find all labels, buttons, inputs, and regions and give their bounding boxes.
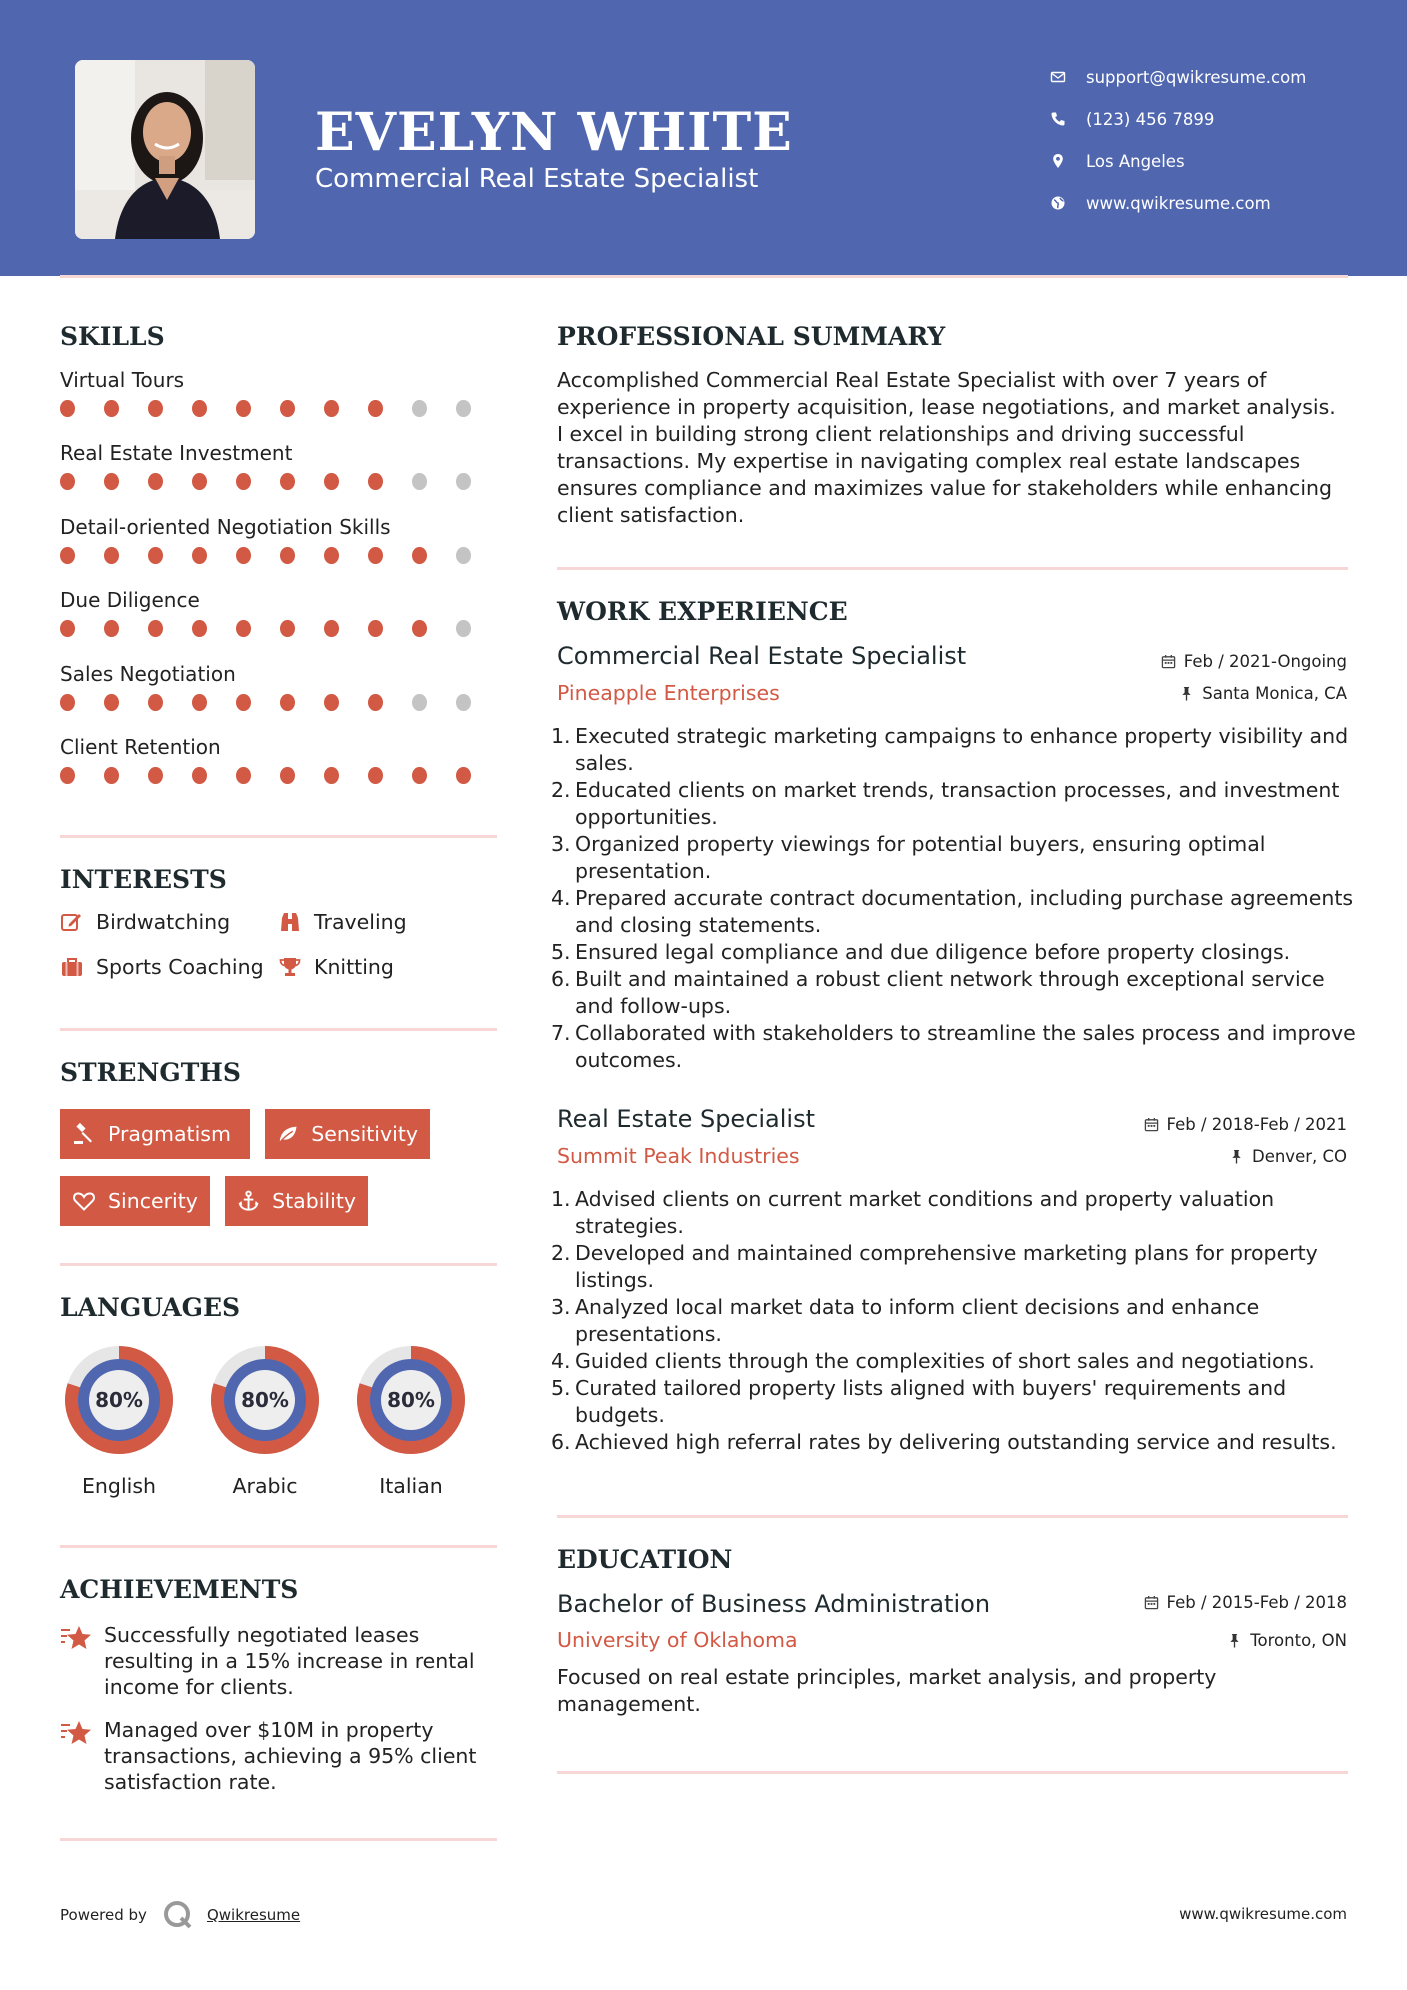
rating-dot-filled bbox=[368, 767, 383, 784]
bullet-text: Guided clients through the complexities of short sales and negotiations. bbox=[575, 1349, 1315, 1373]
rating-dot-filled bbox=[324, 620, 339, 637]
experience-divider bbox=[557, 1515, 1348, 1518]
contact-phone[interactable] bbox=[1050, 98, 1380, 140]
rating-dot-filled bbox=[280, 400, 295, 417]
rating-dot-filled bbox=[324, 547, 339, 564]
skill-name: Detail-oriented Negotiation Skills bbox=[60, 514, 391, 539]
job-dates bbox=[1144, 1115, 1347, 1134]
contact-website-text: www.qwikresume.com bbox=[1086, 193, 1271, 213]
education-degree: Bachelor of Business Administration bbox=[557, 1590, 991, 1618]
star-badge-icon bbox=[60, 1719, 92, 1749]
bullet-text: Developed and maintained comprehensive marketing plans for property listings. bbox=[575, 1241, 1318, 1292]
bullet-text: Organized property viewings for potential buyers, ensuring optimal presentation. bbox=[575, 832, 1266, 883]
rating-dot-filled bbox=[324, 400, 339, 417]
strength-label: Pragmatism bbox=[108, 1122, 231, 1146]
bullet-number: 6. bbox=[551, 967, 571, 991]
contact-email-text: support@qwikresume.com bbox=[1086, 67, 1307, 87]
rating-dot-empty bbox=[456, 694, 471, 711]
job-bullet bbox=[551, 939, 1357, 966]
languages-divider bbox=[60, 1545, 497, 1548]
bullet-number: 6. bbox=[551, 1430, 571, 1454]
skill-rating bbox=[60, 620, 500, 637]
map-marker-icon bbox=[1050, 153, 1086, 169]
job-location bbox=[1179, 684, 1347, 703]
rating-dot-filled bbox=[368, 620, 383, 637]
envelope-icon bbox=[1050, 69, 1086, 85]
trophy-icon bbox=[278, 955, 302, 979]
rating-dot-filled bbox=[60, 767, 75, 784]
calendar-icon bbox=[1144, 1117, 1159, 1132]
rating-dot-filled bbox=[192, 694, 207, 711]
strength-pragmatism bbox=[60, 1109, 250, 1159]
rating-dot-filled bbox=[148, 694, 163, 711]
rating-dot-filled bbox=[280, 767, 295, 784]
bullet-text: Prepared accurate contract documentation, including purchase agreements and closing statements. bbox=[575, 886, 1354, 937]
language-donut bbox=[57, 1338, 181, 1462]
bullet-number: 2. bbox=[551, 1241, 571, 1265]
skill-rating bbox=[60, 767, 500, 784]
job-location-text: Denver, CO bbox=[1251, 1147, 1347, 1166]
bullet-number: 2. bbox=[551, 778, 571, 802]
education-title: EDUCATION bbox=[557, 1545, 733, 1574]
rating-dot-empty bbox=[456, 400, 471, 417]
rating-dot-filled bbox=[280, 547, 295, 564]
interest-label: Traveling bbox=[314, 910, 407, 934]
candidate-role: Commercial Real Estate Specialist bbox=[315, 164, 759, 194]
heart-icon bbox=[72, 1189, 96, 1213]
job-location-text: Santa Monica, CA bbox=[1202, 684, 1347, 703]
achievements-divider bbox=[60, 1838, 497, 1841]
rating-dot-filled bbox=[104, 694, 119, 711]
job-dates-text: Feb / 2018-Feb / 2021 bbox=[1166, 1115, 1347, 1134]
rating-dot-filled bbox=[60, 694, 75, 711]
bullet-number: 3. bbox=[551, 832, 571, 856]
interest-label: Sports Coaching bbox=[96, 955, 264, 979]
language-donut bbox=[349, 1338, 473, 1462]
job-bullet bbox=[551, 1240, 1357, 1294]
donut-label: 80% bbox=[95, 1388, 143, 1412]
education-location-text: Toronto, ON bbox=[1250, 1631, 1347, 1650]
strengths-title: STRENGTHS bbox=[60, 1058, 241, 1087]
job-bullet bbox=[551, 885, 1357, 939]
candidate-name: EVELYN WHITE bbox=[315, 102, 793, 163]
rating-dot-empty bbox=[412, 694, 427, 711]
job-company: Pineapple Enterprises bbox=[557, 681, 780, 705]
job-bullet bbox=[551, 1375, 1357, 1429]
bullet-text: Analyzed local market data to inform client decisions and enhance presentations. bbox=[575, 1295, 1260, 1346]
strength-stability bbox=[225, 1176, 368, 1226]
rating-dot-filled bbox=[280, 473, 295, 490]
rating-dot-filled bbox=[236, 400, 251, 417]
pushpin-icon bbox=[1179, 686, 1194, 701]
bullet-number: 7. bbox=[551, 1021, 571, 1045]
job-bullet bbox=[551, 723, 1357, 777]
job-location bbox=[1229, 1147, 1347, 1166]
phone-icon bbox=[1050, 111, 1086, 127]
skill-item bbox=[60, 438, 500, 490]
leaf-icon bbox=[277, 1122, 299, 1146]
experience-title: WORK EXPERIENCE bbox=[557, 597, 848, 626]
globe-icon bbox=[1050, 195, 1086, 211]
achievements-title: ACHIEVEMENTS bbox=[60, 1575, 299, 1604]
achievement-text: Successfully negotiated leases resulting in a 15% increase in rental income for clients. bbox=[104, 1623, 475, 1699]
rating-dot-empty bbox=[456, 547, 471, 564]
bullet-text: Built and maintained a robust client network through exceptional service and follow-ups. bbox=[575, 967, 1325, 1018]
job-bullet bbox=[551, 1348, 1357, 1375]
job-bullet bbox=[551, 777, 1357, 831]
job-bullet bbox=[551, 1294, 1357, 1348]
interest-label: Knitting bbox=[314, 955, 394, 979]
bullet-number: 4. bbox=[551, 886, 571, 910]
achievement-item bbox=[60, 1622, 500, 1700]
skill-name: Client Retention bbox=[60, 735, 221, 759]
bullet-text: Ensured legal compliance and due diligence before property closings. bbox=[575, 940, 1291, 964]
education-dates bbox=[1144, 1593, 1347, 1612]
skill-name: Sales Negotiation bbox=[60, 661, 236, 686]
rating-dot-filled bbox=[280, 620, 295, 637]
language-item bbox=[57, 1338, 181, 1498]
skill-item bbox=[60, 585, 500, 637]
skill-item bbox=[60, 512, 500, 564]
star-badge-icon bbox=[60, 1624, 92, 1654]
calendar-icon bbox=[1161, 654, 1176, 669]
rating-dot-filled bbox=[456, 767, 471, 784]
rating-dot-filled bbox=[368, 694, 383, 711]
skill-name: Real Estate Investment bbox=[60, 441, 293, 466]
pencil-square-icon bbox=[60, 910, 84, 934]
contact-email[interactable] bbox=[1050, 56, 1380, 98]
rating-dot-filled bbox=[368, 473, 383, 490]
skill-rating bbox=[60, 547, 500, 564]
rating-dot-filled bbox=[412, 767, 427, 784]
skill-item bbox=[60, 732, 500, 784]
gavel-icon bbox=[72, 1122, 96, 1146]
languages-title: LANGUAGES bbox=[60, 1293, 241, 1322]
rating-dot-filled bbox=[60, 473, 75, 490]
bullet-number: 1. bbox=[551, 1187, 571, 1211]
strength-sensitivity bbox=[265, 1109, 430, 1159]
powered-by-label: Powered by bbox=[60, 1906, 147, 1924]
bullet-text: Achieved high referral rates by delivering outstanding service and results. bbox=[575, 1430, 1337, 1454]
bullet-number: 3. bbox=[551, 1295, 571, 1319]
skill-name: Due Diligence bbox=[60, 588, 200, 613]
job-bullets bbox=[551, 1186, 1357, 1456]
skill-rating bbox=[60, 473, 500, 490]
binoculars-icon bbox=[278, 910, 302, 934]
skill-item bbox=[60, 365, 500, 417]
qwikresume-link[interactable]: Qwikresume bbox=[206, 1906, 301, 1924]
rating-dot-empty bbox=[456, 473, 471, 490]
interests-title: INTERESTS bbox=[60, 865, 227, 894]
rating-dot-filled bbox=[236, 620, 251, 637]
education-location bbox=[1227, 1631, 1347, 1650]
strengths-divider bbox=[60, 1263, 497, 1266]
footer-powered-by bbox=[60, 1898, 300, 1932]
rating-dot-filled bbox=[324, 767, 339, 784]
contact-website[interactable] bbox=[1050, 182, 1380, 224]
rating-dot-filled bbox=[60, 547, 75, 564]
rating-dot-filled bbox=[60, 400, 75, 417]
rating-dot-filled bbox=[104, 767, 119, 784]
bullet-text: Executed strategic marketing campaigns to enhance property visibility and sales. bbox=[575, 724, 1349, 775]
calendar-icon bbox=[1144, 1595, 1159, 1610]
donut-label: 80% bbox=[387, 1388, 435, 1412]
rating-dot-filled bbox=[60, 620, 75, 637]
interest-label: Birdwatching bbox=[96, 910, 231, 934]
qwikresume-logo-icon bbox=[161, 1898, 195, 1932]
rating-dot-filled bbox=[280, 694, 295, 711]
strength-label: Sensitivity bbox=[311, 1122, 418, 1146]
rating-dot-filled bbox=[148, 620, 163, 637]
bullet-text: Collaborated with stakeholders to streamline the sales process and improve outcomes. bbox=[575, 1021, 1356, 1072]
education-school: University of Oklahoma bbox=[557, 1628, 798, 1652]
job-bullet bbox=[551, 831, 1357, 885]
bullet-number: 1. bbox=[551, 724, 571, 748]
pushpin-icon bbox=[1227, 1633, 1242, 1648]
rating-dot-filled bbox=[192, 620, 207, 637]
summary-text: Accomplished Commercial Real Estate Specialist with over 7 years of experience in property acquisition, lease negotiations, and market analysis. I excel in building strong client relationships and driving successful transactions. My expertise in navigating complex real estate landscapes ensures compliance and maximizes value for stakeholders while enhancing client satisfaction. bbox=[557, 368, 1336, 527]
achievement-item bbox=[60, 1717, 500, 1795]
language-item bbox=[349, 1338, 473, 1498]
header-divider bbox=[60, 275, 1348, 278]
summary-title: PROFESSIONAL SUMMARY bbox=[557, 322, 946, 351]
bullet-number: 5. bbox=[551, 1376, 571, 1400]
strength-label: Sincerity bbox=[108, 1189, 198, 1213]
skill-rating bbox=[60, 400, 500, 417]
interest-sports-coaching bbox=[60, 955, 264, 979]
rating-dot-filled bbox=[148, 547, 163, 564]
job-title: Commercial Real Estate Specialist bbox=[557, 642, 967, 670]
bullet-number: 5. bbox=[551, 940, 571, 964]
contact-location-text: Los Angeles bbox=[1086, 151, 1185, 171]
interest-birdwatching bbox=[60, 910, 230, 934]
language-name: Italian bbox=[379, 1474, 443, 1498]
bullet-text: Advised clients on current market conditions and property valuation strategies. bbox=[575, 1187, 1275, 1238]
rating-dot-filled bbox=[148, 473, 163, 490]
job-company: Summit Peak Industries bbox=[557, 1144, 800, 1168]
job-bullets bbox=[551, 723, 1357, 1074]
interests-divider bbox=[60, 1028, 497, 1031]
rating-dot-filled bbox=[236, 694, 251, 711]
contact-location bbox=[1050, 140, 1380, 182]
rating-dot-filled bbox=[192, 473, 207, 490]
rating-dot-filled bbox=[104, 547, 119, 564]
skills-divider bbox=[60, 835, 497, 838]
interest-traveling bbox=[278, 910, 407, 934]
language-name: Arabic bbox=[232, 1474, 298, 1498]
bullet-text: Educated clients on market trends, transaction processes, and investment opportunities. bbox=[575, 778, 1340, 829]
interest-knitting bbox=[278, 955, 394, 979]
footer-url[interactable]: www.qwikresume.com bbox=[1179, 1905, 1347, 1923]
pushpin-icon bbox=[1229, 1149, 1244, 1164]
achievement-text: Managed over $10M in property transactions, achieving a 95% client satisfaction rate. bbox=[104, 1718, 477, 1794]
language-name: English bbox=[81, 1474, 157, 1498]
strength-label: Stability bbox=[272, 1189, 356, 1213]
job-bullet bbox=[551, 966, 1357, 1020]
rating-dot-empty bbox=[456, 620, 471, 637]
rating-dot-filled bbox=[104, 620, 119, 637]
rating-dot-filled bbox=[324, 694, 339, 711]
skill-rating bbox=[60, 694, 500, 711]
rating-dot-filled bbox=[236, 473, 251, 490]
summary-divider bbox=[557, 567, 1348, 570]
skill-name: Virtual Tours bbox=[60, 368, 185, 392]
donut-label: 80% bbox=[241, 1388, 289, 1412]
skills-title: SKILLS bbox=[60, 322, 165, 351]
rating-dot-filled bbox=[324, 473, 339, 490]
language-donut bbox=[203, 1338, 327, 1462]
contact-phone-text: (123) 456 7899 bbox=[1086, 109, 1215, 129]
job-bullet bbox=[551, 1020, 1357, 1074]
rating-dot-filled bbox=[148, 400, 163, 417]
rating-dot-filled bbox=[192, 767, 207, 784]
job-dates-text: Feb / 2021-Ongoing bbox=[1183, 652, 1347, 671]
rating-dot-filled bbox=[412, 620, 427, 637]
job-title: Real Estate Specialist bbox=[557, 1105, 816, 1133]
education-divider bbox=[557, 1771, 1348, 1774]
education-description: Focused on real estate principles, market analysis, and property management. bbox=[557, 1665, 1217, 1716]
rating-dot-empty bbox=[412, 400, 427, 417]
resume-header bbox=[0, 0, 1407, 276]
education-dates-text: Feb / 2015-Feb / 2018 bbox=[1166, 1593, 1347, 1612]
rating-dot-filled bbox=[192, 547, 207, 564]
language-item bbox=[203, 1338, 327, 1498]
bullet-number: 4. bbox=[551, 1349, 571, 1373]
rating-dot-filled bbox=[236, 547, 251, 564]
rating-dot-filled bbox=[236, 767, 251, 784]
briefcase-icon bbox=[60, 955, 84, 979]
anchor-icon bbox=[237, 1189, 260, 1213]
rating-dot-filled bbox=[104, 400, 119, 417]
rating-dot-filled bbox=[104, 473, 119, 490]
rating-dot-empty bbox=[412, 473, 427, 490]
contact-list bbox=[1050, 56, 1380, 224]
profile-photo bbox=[75, 60, 255, 239]
skill-item bbox=[60, 659, 500, 711]
job-bullet bbox=[551, 1429, 1357, 1456]
bullet-text: Curated tailored property lists aligned with buyers' requirements and budgets. bbox=[575, 1376, 1287, 1427]
rating-dot-filled bbox=[412, 547, 427, 564]
job-bullet bbox=[551, 1186, 1357, 1240]
rating-dot-filled bbox=[148, 767, 163, 784]
rating-dot-filled bbox=[192, 400, 207, 417]
rating-dot-filled bbox=[368, 400, 383, 417]
rating-dot-filled bbox=[368, 547, 383, 564]
strength-sincerity bbox=[60, 1176, 210, 1226]
job-dates bbox=[1161, 652, 1347, 671]
